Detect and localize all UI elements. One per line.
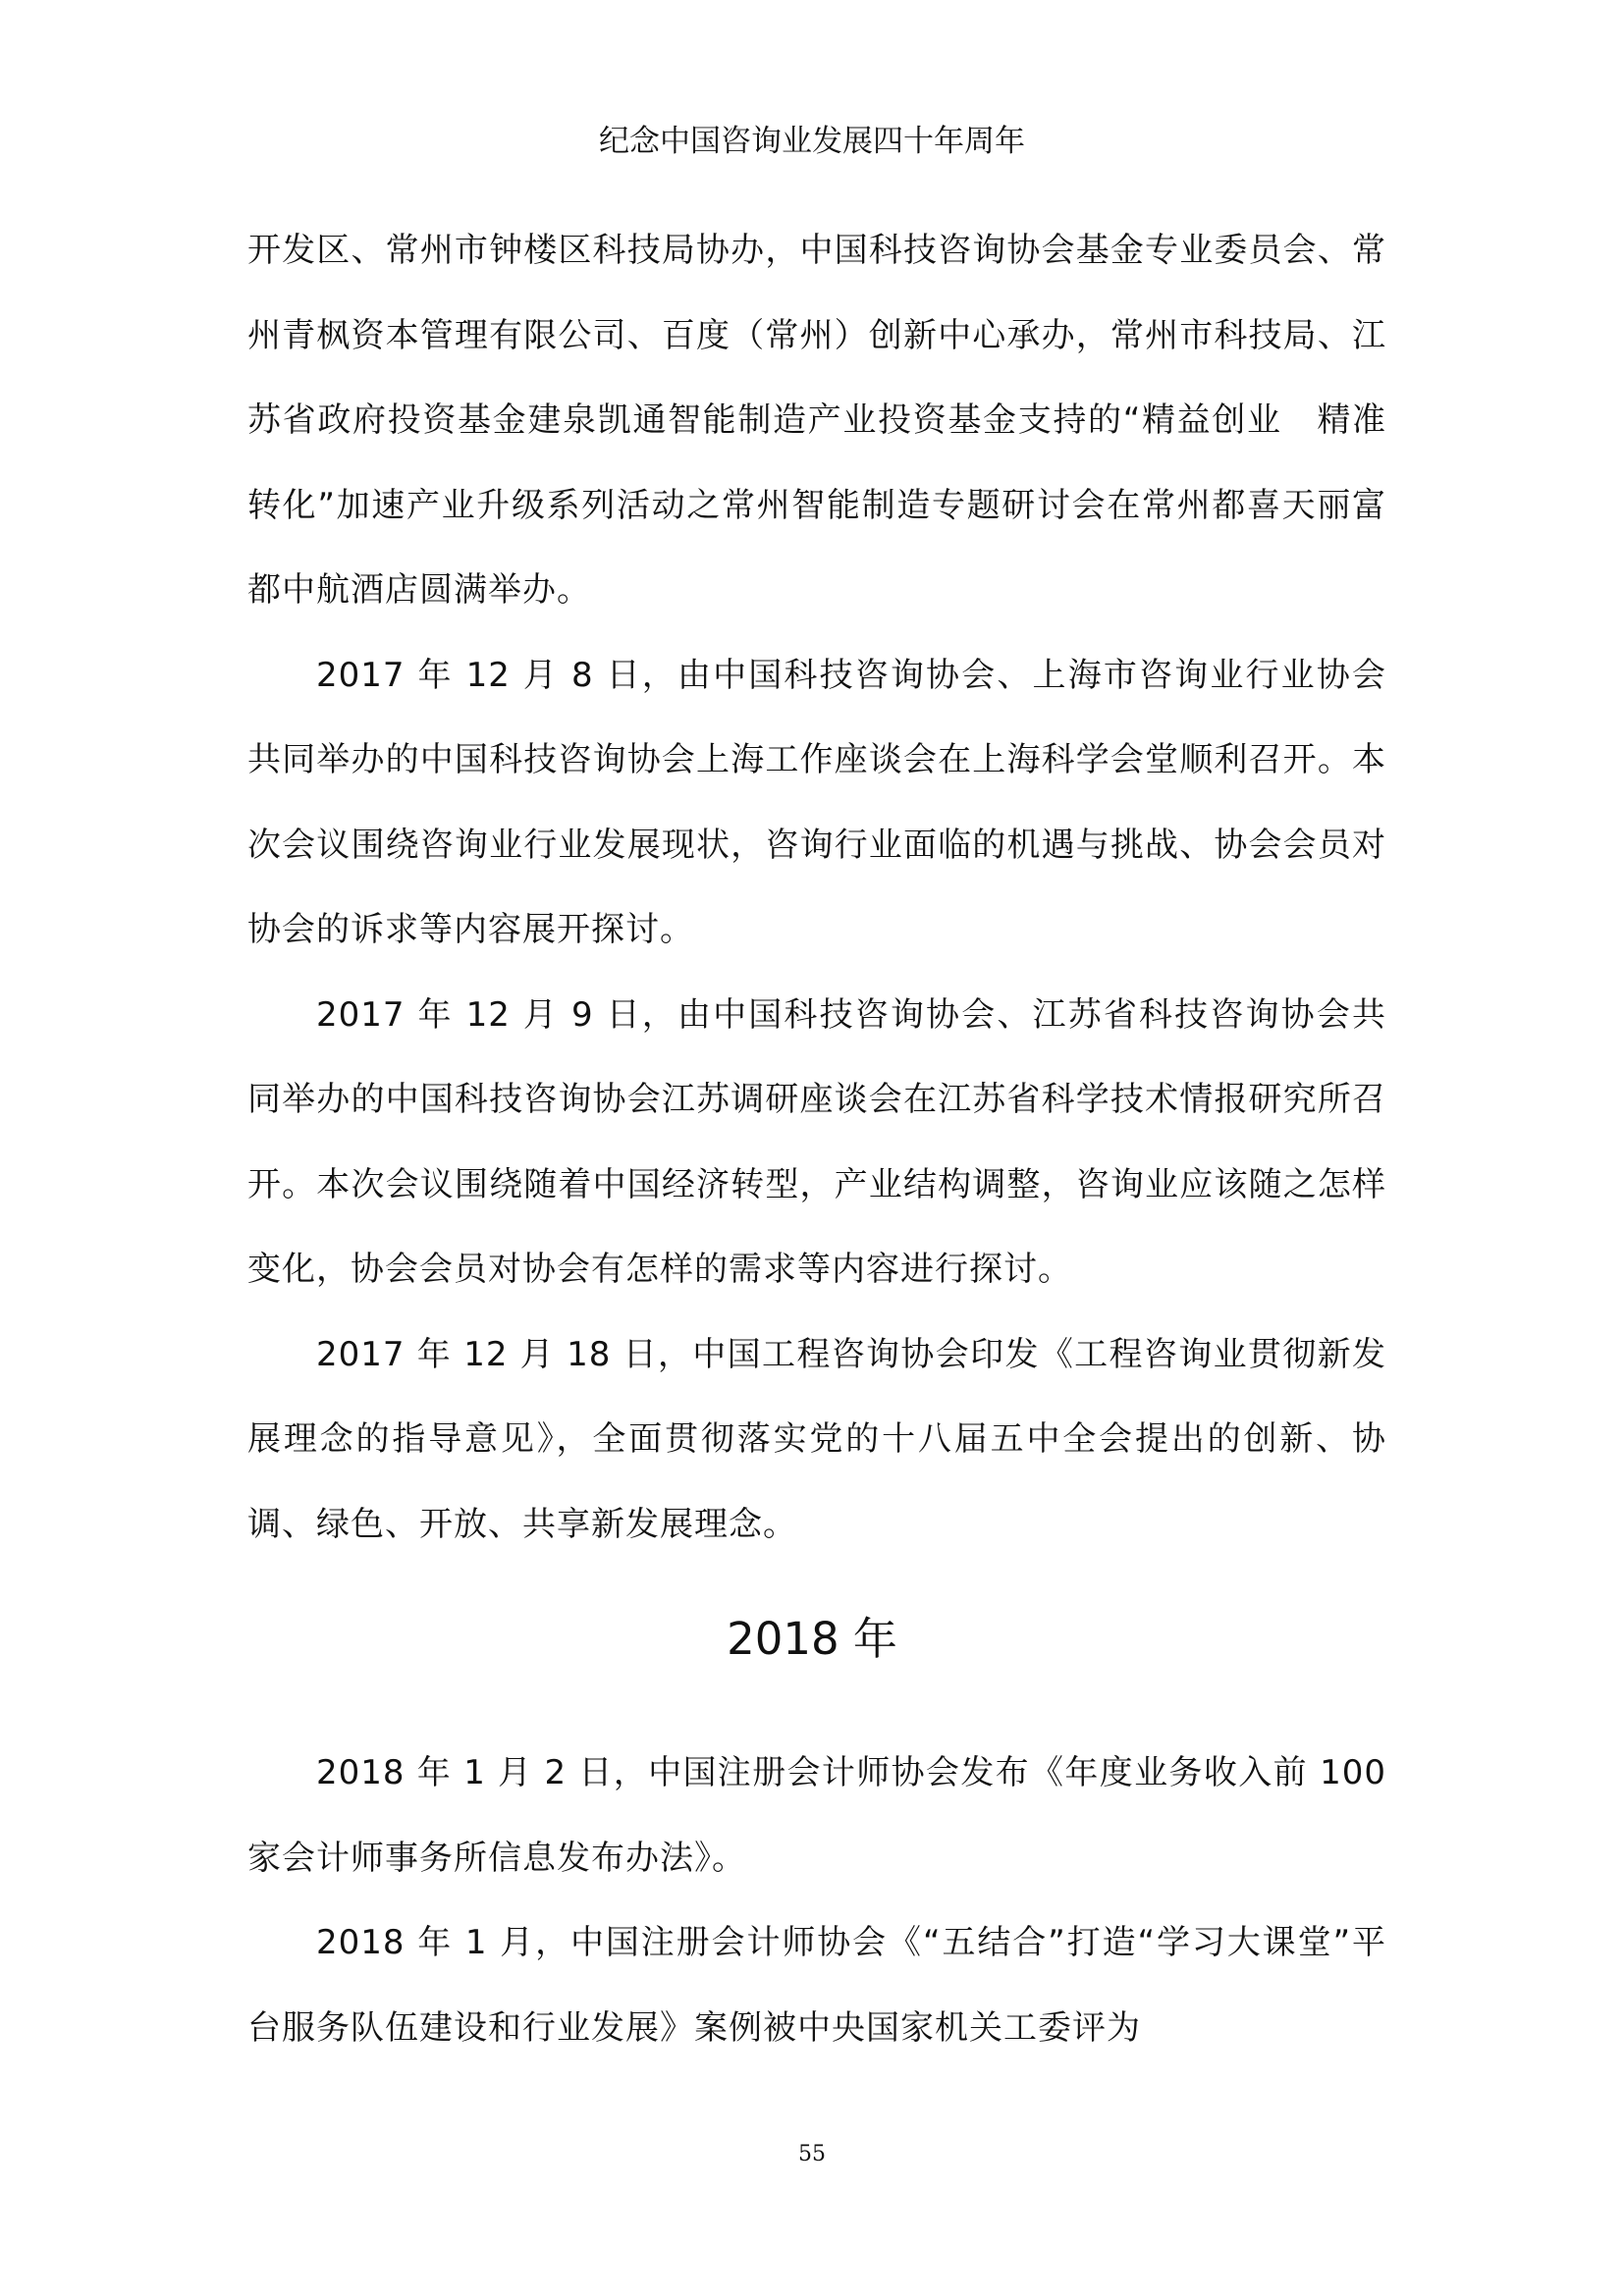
paragraph-2017-12-09: 2017 年 12 月 9 日，由中国科技咨询协会、江苏省科技咨询协会共同举办的中国科技咨询协会江苏调研座谈会在江苏省科学技术情报研究所召开。本次会议围绕随着中国经济转型，产业结构调整，咨询业应该随之怎样变化，协会会员对协会有怎样的需求等内容进行探讨。	[247, 994, 1386, 1289]
paragraph-2017-12-18: 2017 年 12 月 18 日，中国工程咨询协会印发《工程咨询业贯彻新发展理念的指导意见》，全面贯彻落实党的十八届五中全会提出的创新、协调、绿色、开放、共享新发展理念。	[247, 1334, 1386, 1544]
page-number: 55	[798, 2142, 826, 2166]
paragraph-continued: 开发区、常州市钟楼区科技局协办，中国科技咨询协会基金专业委员会、常州青枫资本管理有限公司、百度（常州）创新中心承办，常州市科技局、江苏省政府投资基金建泉凯通智能制造产业投资基金支持的“精益创业 精准转化”加速产业升级系列活动之常州智能制造专题研讨会在常州都喜天丽富都中航酒店圆满举办。	[247, 231, 1386, 610]
paragraph-2018-01: 2018 年 1 月，中国注册会计师协会《“五结合”打造“学习大课堂”平台服务队伍建设和行业发展》案例被中央国家机关工委评为	[247, 1923, 1386, 2048]
running-header: 纪念中国咨询业发展四十年周年	[599, 124, 1025, 159]
paragraph-2018-01-02: 2018 年 1 月 2 日，中国注册会计师协会发布《年度业务收入前 100 家会计师事务所信息发布办法》。	[247, 1753, 1386, 1878]
year-heading: 2018 年	[727, 1613, 897, 1665]
body-section-2018	[247, 1731, 1386, 2070]
paragraph-2017-12-08: 2017 年 12 月 8 日，由中国科技咨询协会、上海市咨询业行业协会共同举办的中国科技咨询协会上海工作座谈会在上海科学会堂顺利召开。本次会议围绕咨询业行业发展现状，咨询行业面临的机遇与挑战、协会会员对协会的诉求等内容展开探讨。	[247, 655, 1386, 949]
body-section-2017	[247, 208, 1386, 1567]
